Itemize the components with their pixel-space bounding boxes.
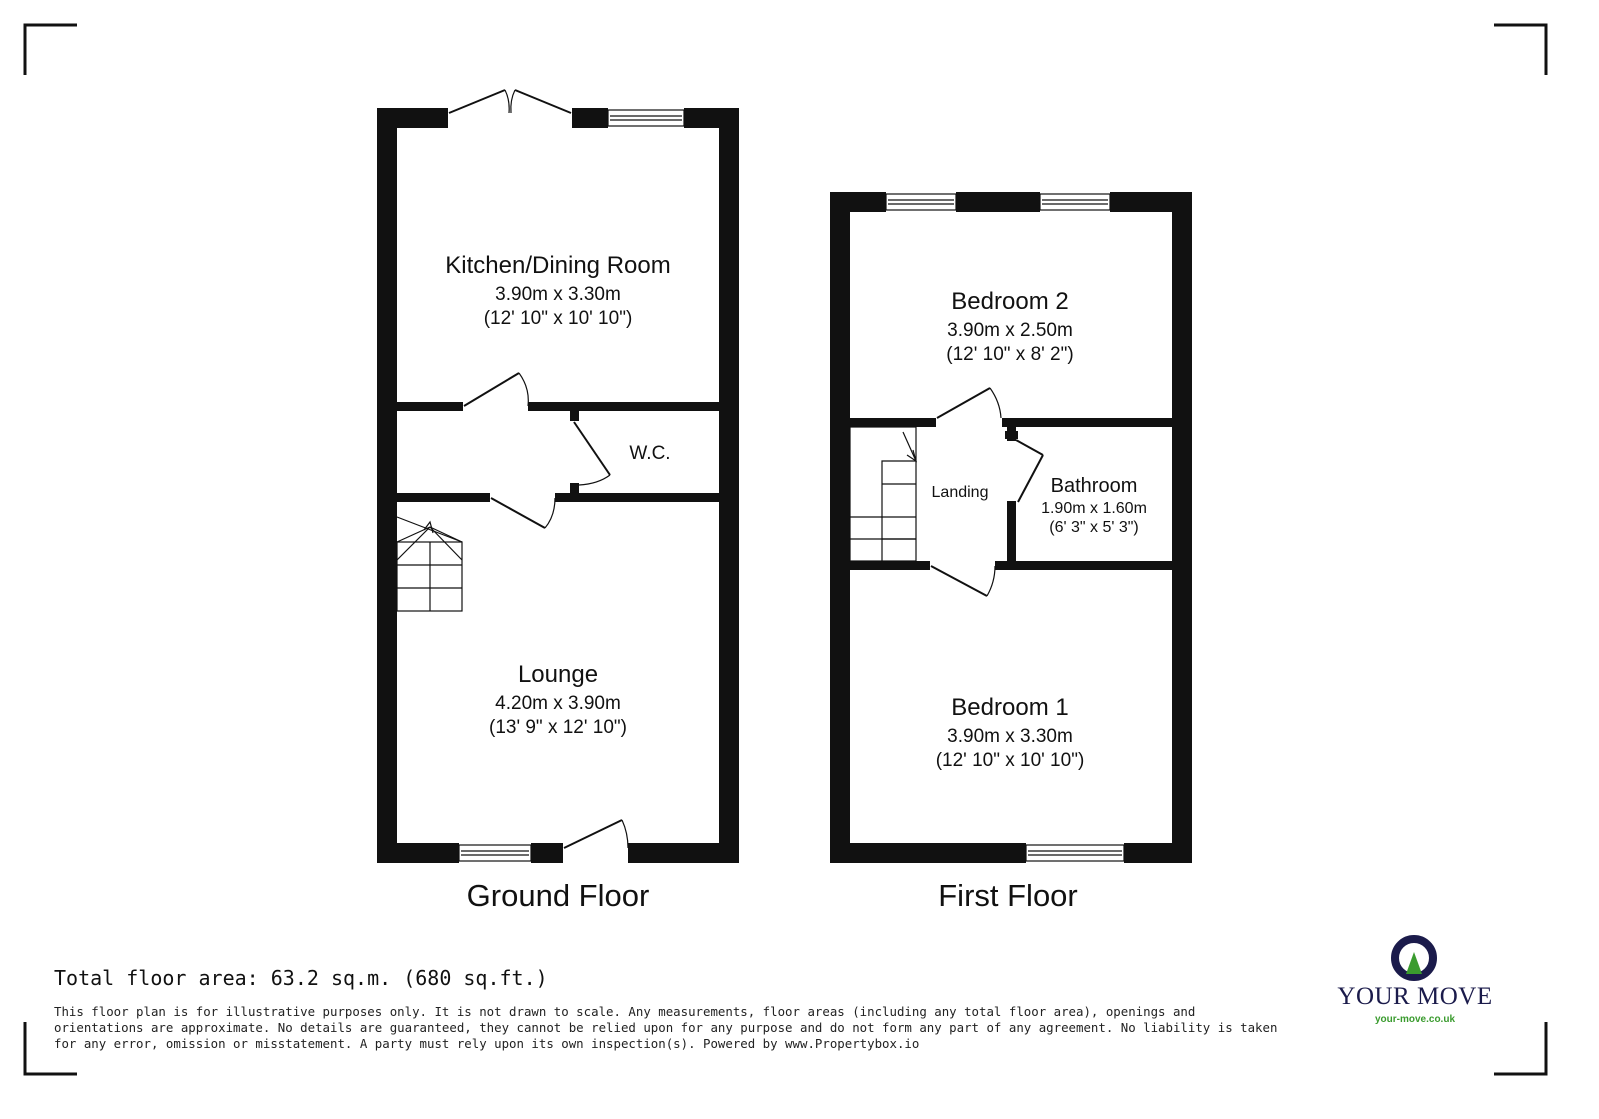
lounge-metric: 4.20m x 3.90m [495, 693, 621, 714]
lounge-name: Lounge [517, 661, 599, 688]
logo-brand-name: YOUR MOVE [1337, 983, 1493, 1010]
first-floor-plan [830, 192, 1192, 913]
ground-floor-plan [377, 90, 739, 913]
bathroom-metric: 1.90m x 1.60m [1041, 500, 1147, 517]
disclaimer-text: This floor plan is for illustrative purposes only. It is not drawn to scale. Any measurements, floor areas (including any total floor area), openings and orientations are approximate. No details are guaranteed, they cannot be relied upon for any purpose and do not form any part of any agreement. No liability is taken for any error, omission or misstatement. A party must rely upon its own inspection(s). Powered by www.Propertybox.io [54, 1004, 1278, 1051]
bathroom-door-jamb [1005, 431, 1018, 439]
first-floor-label: First Floor [938, 878, 1078, 913]
kitchen-dining-room-metric: 3.90m x 3.30m [495, 284, 621, 305]
logo-website: your-move.co.uk [1374, 1014, 1456, 1025]
bathroom-imperial: (6' 3" x 5' 3") [1049, 519, 1139, 536]
lounge-imperial: (13' 9" x 12' 10") [489, 717, 627, 738]
kitchen-dining-room-name: Kitchen/Dining Room [445, 252, 671, 279]
bedroom-1-name: Bedroom 1 [951, 694, 1069, 721]
ground-floor-stairs [397, 517, 462, 611]
bedroom-2-name: Bedroom 2 [951, 288, 1069, 315]
kitchen-dining-room-imperial: (12' 10" x 10' 10") [483, 308, 633, 329]
landing-name: Landing [931, 484, 989, 501]
your-move-logo [1330, 933, 1500, 1033]
crop-marks [25, 25, 1546, 1074]
bedroom-1-metric: 3.90m x 3.30m [947, 726, 1073, 747]
ground-floor-label: Ground Floor [466, 878, 650, 913]
bedroom-1-imperial: (12' 10" x 10' 10") [935, 750, 1085, 771]
bathroom-door-opening [1007, 441, 1016, 501]
bathroom-name: Bathroom [1050, 475, 1138, 497]
ground-floor-walls [377, 108, 739, 863]
your-move-location-pin-icon [1389, 933, 1439, 983]
first-floor-stairs [850, 427, 916, 561]
bedroom-2-metric: 3.90m x 2.50m [947, 320, 1073, 341]
bedroom-2-imperial: (12' 10" x 8' 2") [946, 344, 1074, 365]
total-floor-area: Total floor area: 63.2 sq.m. (680 sq.ft.) [54, 966, 548, 990]
wc-name: W.C. [629, 443, 671, 464]
